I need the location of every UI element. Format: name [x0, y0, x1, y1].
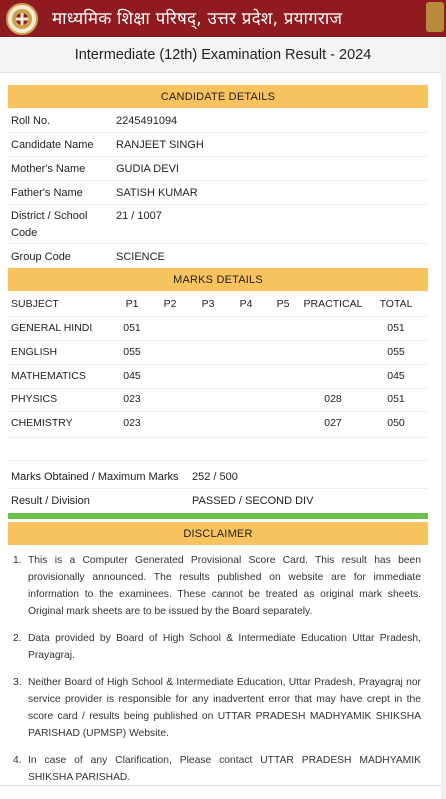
group-code-label: Group Code: [11, 251, 71, 263]
board-title: माध्यमिक शिक्षा परिषद्, उत्तर प्रदेश, प्रयागराज: [52, 9, 343, 29]
mother-name-label: Mother's Name: [11, 163, 86, 175]
table-cell-total: 050: [387, 417, 405, 429]
table-cell-total: 051: [387, 322, 405, 334]
table-cell-p1: 023: [123, 393, 141, 405]
disclaimer-header: DISCLAIMER: [8, 522, 428, 545]
table-cell-practical: 027: [324, 417, 342, 429]
col-p2: P2: [163, 298, 177, 310]
father-name-label: Father's Name: [11, 187, 83, 199]
board-emblem-icon: [6, 3, 38, 35]
col-total: TOTAL: [379, 298, 413, 310]
table-row-subject: ENGLISH: [11, 346, 58, 358]
table-row-subject: CHEMISTRY: [11, 417, 73, 429]
divider-bar: [8, 513, 428, 519]
district-school-value: 21 / 1007: [116, 210, 162, 222]
site-header: [0, 0, 446, 37]
table-cell-p1: 055: [123, 346, 141, 358]
table-cell-p1: 051: [123, 322, 141, 334]
table-cell-total: 045: [387, 370, 405, 382]
mother-name-value: GUDIA DEVI: [116, 163, 179, 175]
district-school-label: District / School: [11, 210, 88, 222]
table-row-subject: MATHEMATICS: [11, 370, 86, 382]
marks-obtained-label: Marks Obtained / Maximum Marks: [11, 471, 179, 483]
disclaimer-list: [0, 552, 446, 796]
col-p3: P3: [201, 298, 215, 310]
table-cell-total: 055: [387, 346, 405, 358]
disclaimer-item: 4. In case of any Clarification, Please contact UTTAR PRADESH MADHYAMIK SHIKSHA PARISHAD.: [13, 755, 421, 783]
scrollbar[interactable]: [441, 37, 446, 799]
table-cell-p1: 023: [123, 417, 141, 429]
exam-title: Intermediate (12th) Examination Result - 2024: [0, 37, 446, 73]
col-p4: P4: [239, 298, 253, 310]
marks-details-header: MARKS DETAILS: [8, 268, 428, 291]
group-code-value: SCIENCE: [116, 251, 165, 263]
disclaimer-item: 2. Data provided by Board of High School & Intermediate Education Uttar Pradesh, Prayagraj.: [13, 633, 421, 661]
district-school-label-line2: Code: [11, 227, 38, 239]
table-row-subject: PHYSICS: [11, 393, 58, 405]
candidate-name-label: Candidate Name: [11, 139, 94, 151]
roll-no-label: Roll No.: [11, 115, 51, 127]
candidate-name-value: RANJEET SINGH: [116, 139, 204, 151]
roll-no-value: 2245491094: [116, 115, 178, 127]
table-cell-total: 051: [387, 393, 405, 405]
col-p1: P1: [125, 298, 139, 310]
disclaimer-item: 3. Neither Board of High School & Intermediate Education, Uttar Pradesh, Prayagraj nor service provider is responsible for any inadvertent error that may have crept in the score card / results being published on UTTAR PRADESH MADHYAMIK SHIKSHA PARISHAD (UPMSP) Website.: [13, 677, 421, 739]
disclaimer-item: 1. This is a Computer Generated Provisional Score Card. This result has been provisionally announced. The results published on website are for immediate information to the examinees. These cannot be treated as original mark sheets. Original mark sheets are to be issued by the Board separately.: [13, 555, 421, 617]
result-division-value: PASSED / SECOND DIV: [192, 495, 314, 507]
result-division-label: Result / Division: [11, 495, 90, 507]
col-practical: PRACTICAL: [303, 298, 363, 310]
marks-obtained-value: 252 / 500: [192, 471, 238, 483]
candidate-details-header: CANDIDATE DETAILS: [8, 85, 428, 108]
footer-divider: [0, 785, 446, 786]
table-cell-p1: 045: [123, 370, 141, 382]
state-emblem-icon: [426, 2, 444, 32]
father-name-value: SATISH KUMAR: [116, 187, 198, 199]
col-subject: SUBJECT: [11, 298, 59, 310]
col-p5: P5: [276, 298, 290, 310]
table-cell-practical: 028: [324, 393, 342, 405]
table-row-subject: GENERAL HINDI: [11, 322, 93, 334]
